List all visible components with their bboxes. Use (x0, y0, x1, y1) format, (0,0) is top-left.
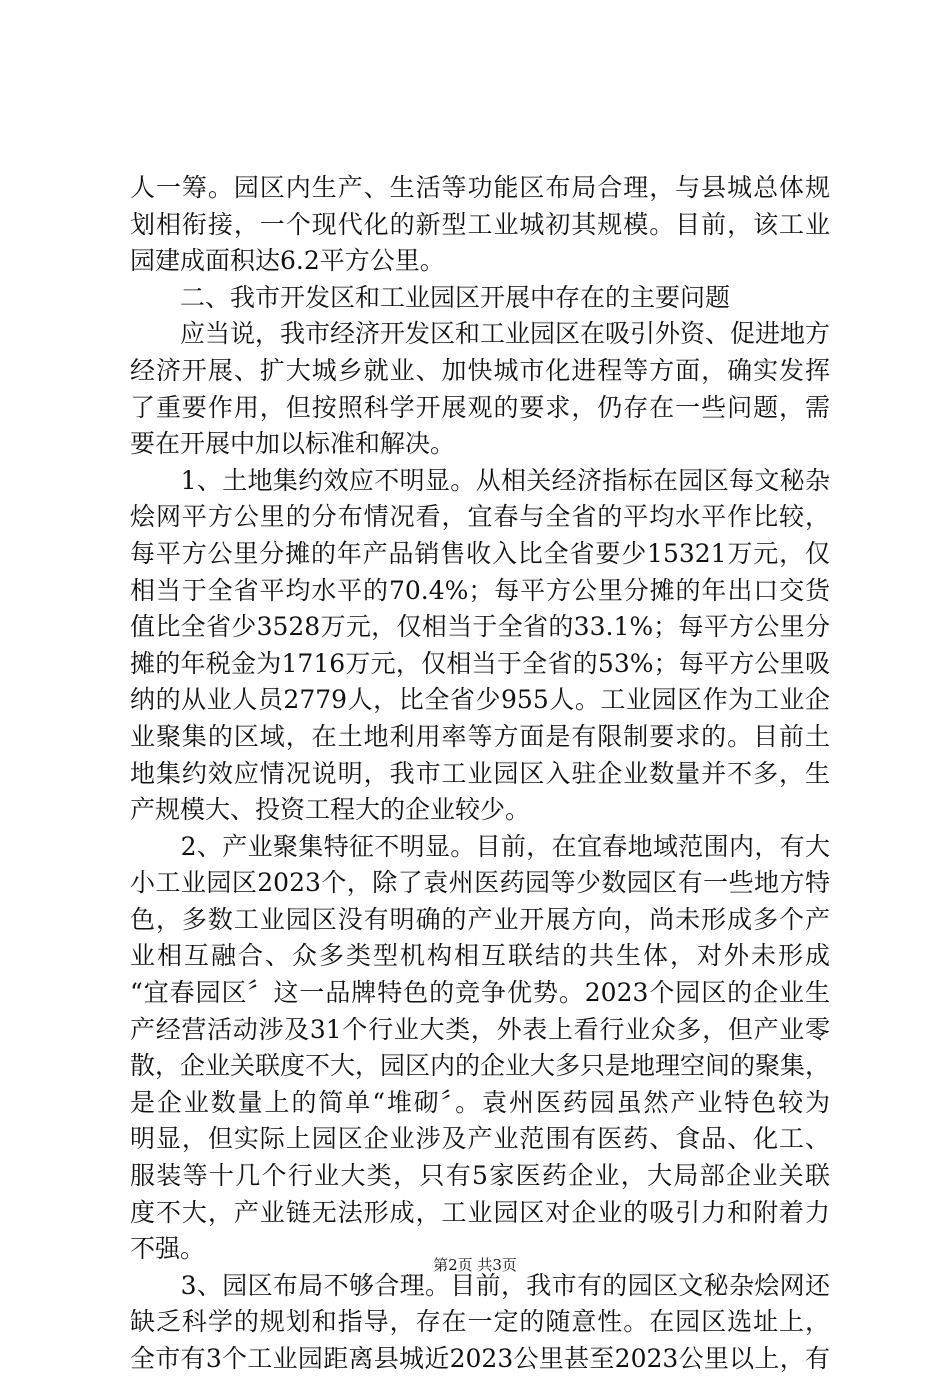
text-line: 全市有3个工业园距离县城近2023公里甚至2023公里以上，有 (130, 1344, 830, 1373)
text-line: 每平方公里分摊的年产品销售收入比全省要少15321万元，仅 (130, 538, 830, 568)
text-line: 人一筹。园区内生产、生活等功能区布局合理，与县城总体规 (130, 173, 830, 202)
text-line: 是企业数量上的简单“堆砌〞。袁州医药园虽然产业特色较为 (130, 1087, 830, 1117)
text-line: 业相互融合、众多类型机构相互联结的共生体，对外未形成 (130, 941, 830, 971)
text-line: 3、园区布局不够合理。目前，我市有的园区文秘杂烩网还 (130, 1270, 830, 1300)
text-line: 1、土地集约效应不明显。从相关经济指标在园区每文秘杂 (130, 465, 830, 495)
text-line: 2、产业聚集特征不明显。目前，在宜春地域范围内，有大 (130, 831, 830, 861)
text-line: 划相衔接，一个现代化的新型工业城初其规模。目前，该工业 (130, 209, 830, 239)
text-line: 摊的年税金为1716万元，仅相当于全省的53%；每平方公里吸 (130, 648, 830, 678)
text-line: 纳的从业人员2779人，比全省少955人。工业园区作为工业企 (130, 685, 830, 715)
text-line: 产经营活动涉及31个行业大类，外表上看行业众多，但产业零 (130, 1014, 830, 1044)
text-line: 明显，但实际上园区企业涉及产业范围有医药、食品、化工、 (130, 1124, 830, 1154)
text-line: 了重要作用，但按照科学开展观的要求，仍存在一些问题，需 (130, 392, 830, 422)
text-line: 色，多数工业园区没有明确的产业开展方向，尚未形成多个产 (130, 904, 830, 934)
text-line: 服装等十几个行业大类，只有5家医药企业，大局部企业关联 (130, 1161, 830, 1191)
text-line: 园建成面积达6.2平方公里。 (130, 246, 445, 276)
text-line: 地集约效应情况说明，我市工业园区入驻企业数量并不多，生 (130, 758, 830, 788)
page-footer: 第2页 共3页 (433, 1256, 517, 1274)
text-line: 经济开展、扩大城乡就业、加快城市化进程等方面，确实发挥 (130, 355, 830, 385)
text-line: 要在开展中加以标准和解决。 (130, 429, 456, 459)
text-line: “宜春园区〞这一品牌特色的竞争优势。2023个园区的企业生 (130, 978, 830, 1008)
text-line: 应当说，我市经济开发区和工业园区在吸引外资、促进地方 (130, 319, 831, 349)
text-line: 不强。 (130, 1234, 206, 1264)
text-line: 度不大，产业链无法形成，工业园区对企业的吸引力和附着力 (130, 1197, 830, 1227)
document-body (130, 170, 830, 1378)
text-line: 缺乏科学的规划和指导，存在一定的随意性。在园区选址上， (130, 1307, 830, 1337)
text-line: 散，企业关联度不大，园区内的企业大多只是地理空间的聚集， (130, 1051, 831, 1081)
text-line: 产规模大、投资工程大的企业较少。 (130, 795, 531, 825)
section-heading: 二、我市开发区和工业园区开展中存在的主要问题 (130, 282, 731, 312)
text-line: 小工业园区2023个，除了袁州医药园等少数园区有一些地方特 (130, 868, 830, 898)
text-line: 值比全省少3528万元，仅相当于全省的33.1%；每平方公里分 (130, 612, 830, 642)
text-line: 业聚集的区域，在土地利用率等方面是有限制要求的。目前土 (130, 721, 830, 751)
text-line: 烩网平方公里的分布情况看，宜春与全省的平均水平作比较， (130, 502, 830, 532)
text-line: 相当于全省平均水平的70.4%；每平方公里分摊的年出口交货 (130, 575, 830, 605)
